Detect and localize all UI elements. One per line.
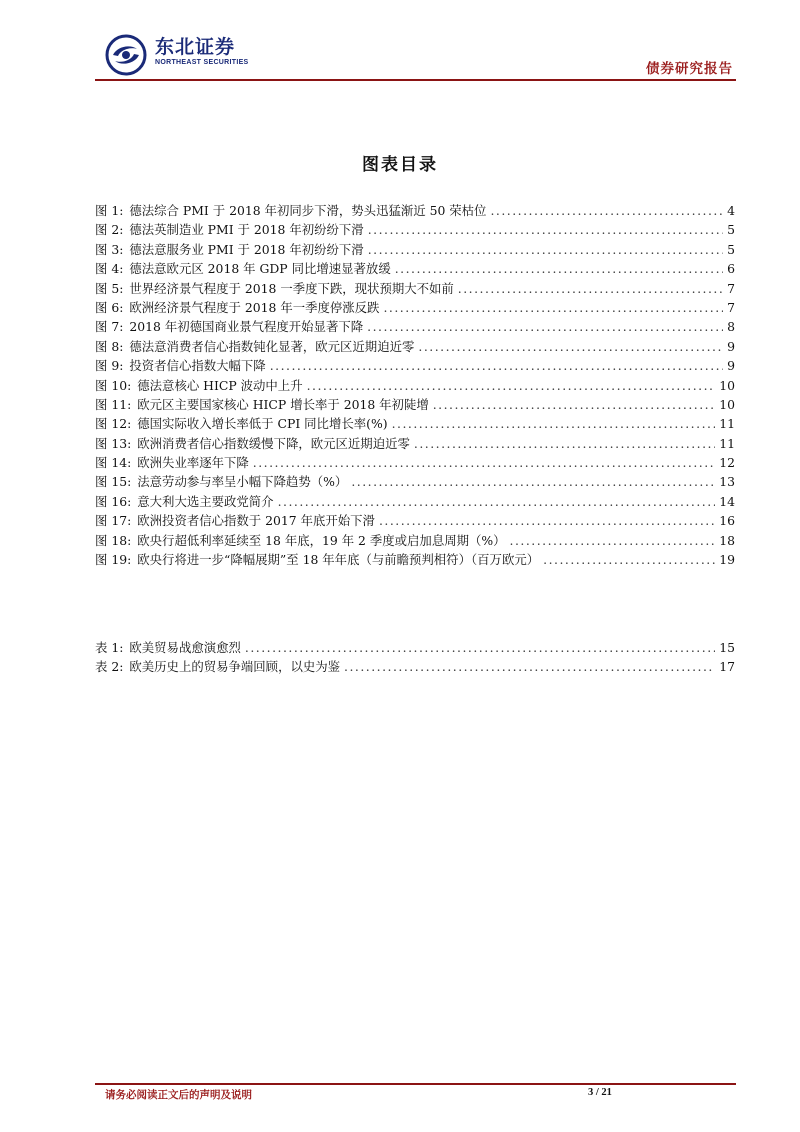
brand-name-en: NORTHEAST SECURITIES [155,59,249,66]
entry-number: 图 3: [95,241,124,257]
entry-title: 德法英制造业 PMI 于 2018 年初纷纷下滑 [129,222,364,238]
entry-page: 9 [727,338,735,354]
entry-page: 4 [727,203,735,218]
entry-number: 图 13: [95,435,132,451]
entry-number: 图 10: [95,377,132,393]
entry-number: 图 8: [95,338,124,354]
entry-page: 16 [719,513,735,529]
entry-title: 欧洲经济景气程度于 2018 年一季度停涨反跌 [129,299,380,315]
entry-title: 法意劳动参与率呈小幅下降趋势（%） [137,474,348,490]
entry-number: 图 7: [95,319,124,335]
entry-page: 15 [719,640,735,655]
entry-number: 图 6: [95,299,124,315]
leader-dots [395,259,723,278]
figure-entry[interactable] [95,337,735,356]
entry-title: 意大利大选主要政党简介 [137,493,274,509]
page-header [95,30,735,82]
figure-entry[interactable] [95,472,735,491]
brand-name-cn: 东北证券 [155,36,236,58]
leader-dots [383,298,723,317]
report-type: 债券研究报告 [646,61,733,77]
entry-title: 德法综合 PMI 于 2018 年初同步下滑，势头迅猛渐近 50 荣枯位 [129,203,487,218]
entry-title: 欧洲投资者信心指数于 2017 年底开始下滑 [137,513,375,529]
table-list [95,638,735,677]
leader-dots [253,453,715,472]
entry-title: 欧洲消费者信心指数缓慢下降，欧元区近期迫近零 [137,435,410,451]
entry-title: 欧元区主要国家核心 HICP 增长率于 2018 年初陡增 [137,396,429,412]
entry-page: 5 [727,241,735,257]
figure-entry[interactable] [95,356,735,375]
entry-title: 世界经济景气程度于 2018 一季度下跌，现状预期大不如前 [129,280,454,296]
entry-page: 9 [727,358,735,374]
entry-page: 14 [719,493,735,509]
entry-number: 图 2: [95,222,124,238]
entry-title: 德法意核心 HICP 波动中上升 [137,377,303,393]
brand-block [155,36,249,68]
figure-entry[interactable] [95,531,735,550]
figure-entry[interactable] [95,376,735,395]
entry-number: 图 5: [95,280,124,296]
leader-dots [278,492,716,511]
entry-number: 图 17: [95,513,132,529]
northeast-securities-logo-icon [105,34,147,76]
entry-number: 图 11: [95,396,132,412]
entry-number: 图 15: [95,474,132,490]
entry-title: 欧美贸易战愈演愈烈 [129,640,241,655]
figure-entry[interactable] [95,259,735,278]
entry-page: 13 [719,474,735,490]
entry-page: 5 [727,222,735,238]
entry-title: 2018 年初德国商业景气程度开始显著下降 [129,319,364,335]
entry-number: 图 1: [95,203,124,218]
entry-page: 10 [719,396,735,412]
entry-title: 德法意消费者信心指数钝化显著，欧元区近期迫近零 [129,338,415,354]
leader-dots [368,220,723,239]
entry-number: 图 4: [95,261,124,277]
leader-dots [367,317,723,336]
entry-title: 德法意欧元区 2018 年 GDP 同比增速显著放缓 [129,261,391,277]
entry-page: 11 [719,435,735,451]
page-number: 3 / 21 [588,1087,612,1098]
entry-page: 18 [719,532,735,548]
leader-dots [368,240,723,259]
entry-title: 欧央行超低利率延续至 18 年底，19 年 2 季度或启加息周期（%） [137,532,506,548]
leader-dots [344,657,715,676]
entry-page: 19 [719,552,735,568]
entry-page: 7 [727,280,735,296]
figure-entry[interactable] [95,317,735,336]
entry-title: 德国实际收入增长率低于 CPI 同比增长率(%) [137,416,388,432]
entry-number: 图 9: [95,358,124,374]
figure-entry[interactable] [95,298,735,317]
leader-dots [307,376,716,395]
footer-disclaimer: 请务必阅读正文后的声明及说明 [105,1089,252,1101]
figure-entry[interactable] [95,492,735,511]
leader-dots [351,472,715,491]
figure-entry[interactable] [95,395,735,414]
entry-title: 欧央行将进一步“降幅展期”至 18 年年底（与前瞻预判相符）（百万欧元） [137,552,540,568]
leader-dots [543,550,715,569]
entry-number: 图 14: [95,455,132,471]
entry-page: 6 [727,261,735,277]
leader-dots [392,414,716,433]
footer-divider [95,1083,736,1085]
figure-entry[interactable] [95,279,735,298]
figure-entry[interactable] [95,240,735,259]
figure-entry[interactable] [95,434,735,453]
entry-page: 11 [719,416,735,432]
figure-entry[interactable] [95,453,735,472]
toc-title: 图表目录 [362,155,438,175]
entry-page: 8 [727,319,735,335]
entry-title: 德法意服务业 PMI 于 2018 年初纷纷下滑 [129,241,364,257]
entry-page: 7 [727,299,735,315]
entry-page: 12 [719,455,735,471]
table-entry[interactable] [95,638,735,657]
figure-entry[interactable] [95,550,735,569]
leader-dots [510,531,716,550]
figure-entry[interactable] [95,220,735,239]
entry-number: 图 16: [95,493,132,509]
leader-dots [490,201,723,220]
leader-dots [245,638,715,657]
entry-title: 欧美历史上的贸易争端回顾，以史为鉴 [129,659,341,675]
figure-entry[interactable] [95,201,735,220]
leader-dots [458,279,723,298]
entry-title: 投资者信心指数大幅下降 [129,358,266,374]
entry-number: 图 18: [95,532,132,548]
entry-number: 表 2: [95,659,124,675]
figure-entry[interactable] [95,414,735,433]
leader-dots [433,395,715,414]
header-divider [95,79,736,81]
entry-page: 10 [719,377,735,393]
entry-page: 17 [719,659,735,675]
entry-number: 图 12: [95,416,132,432]
leader-dots [418,337,723,356]
leader-dots [414,434,715,453]
figure-list [95,201,735,569]
leader-dots [270,356,723,375]
entry-number: 表 1: [95,640,124,655]
leader-dots [379,511,715,530]
entry-title: 欧洲失业率逐年下降 [137,455,249,471]
table-entry[interactable] [95,657,735,676]
figure-entry[interactable] [95,511,735,530]
entry-number: 图 19: [95,552,132,568]
